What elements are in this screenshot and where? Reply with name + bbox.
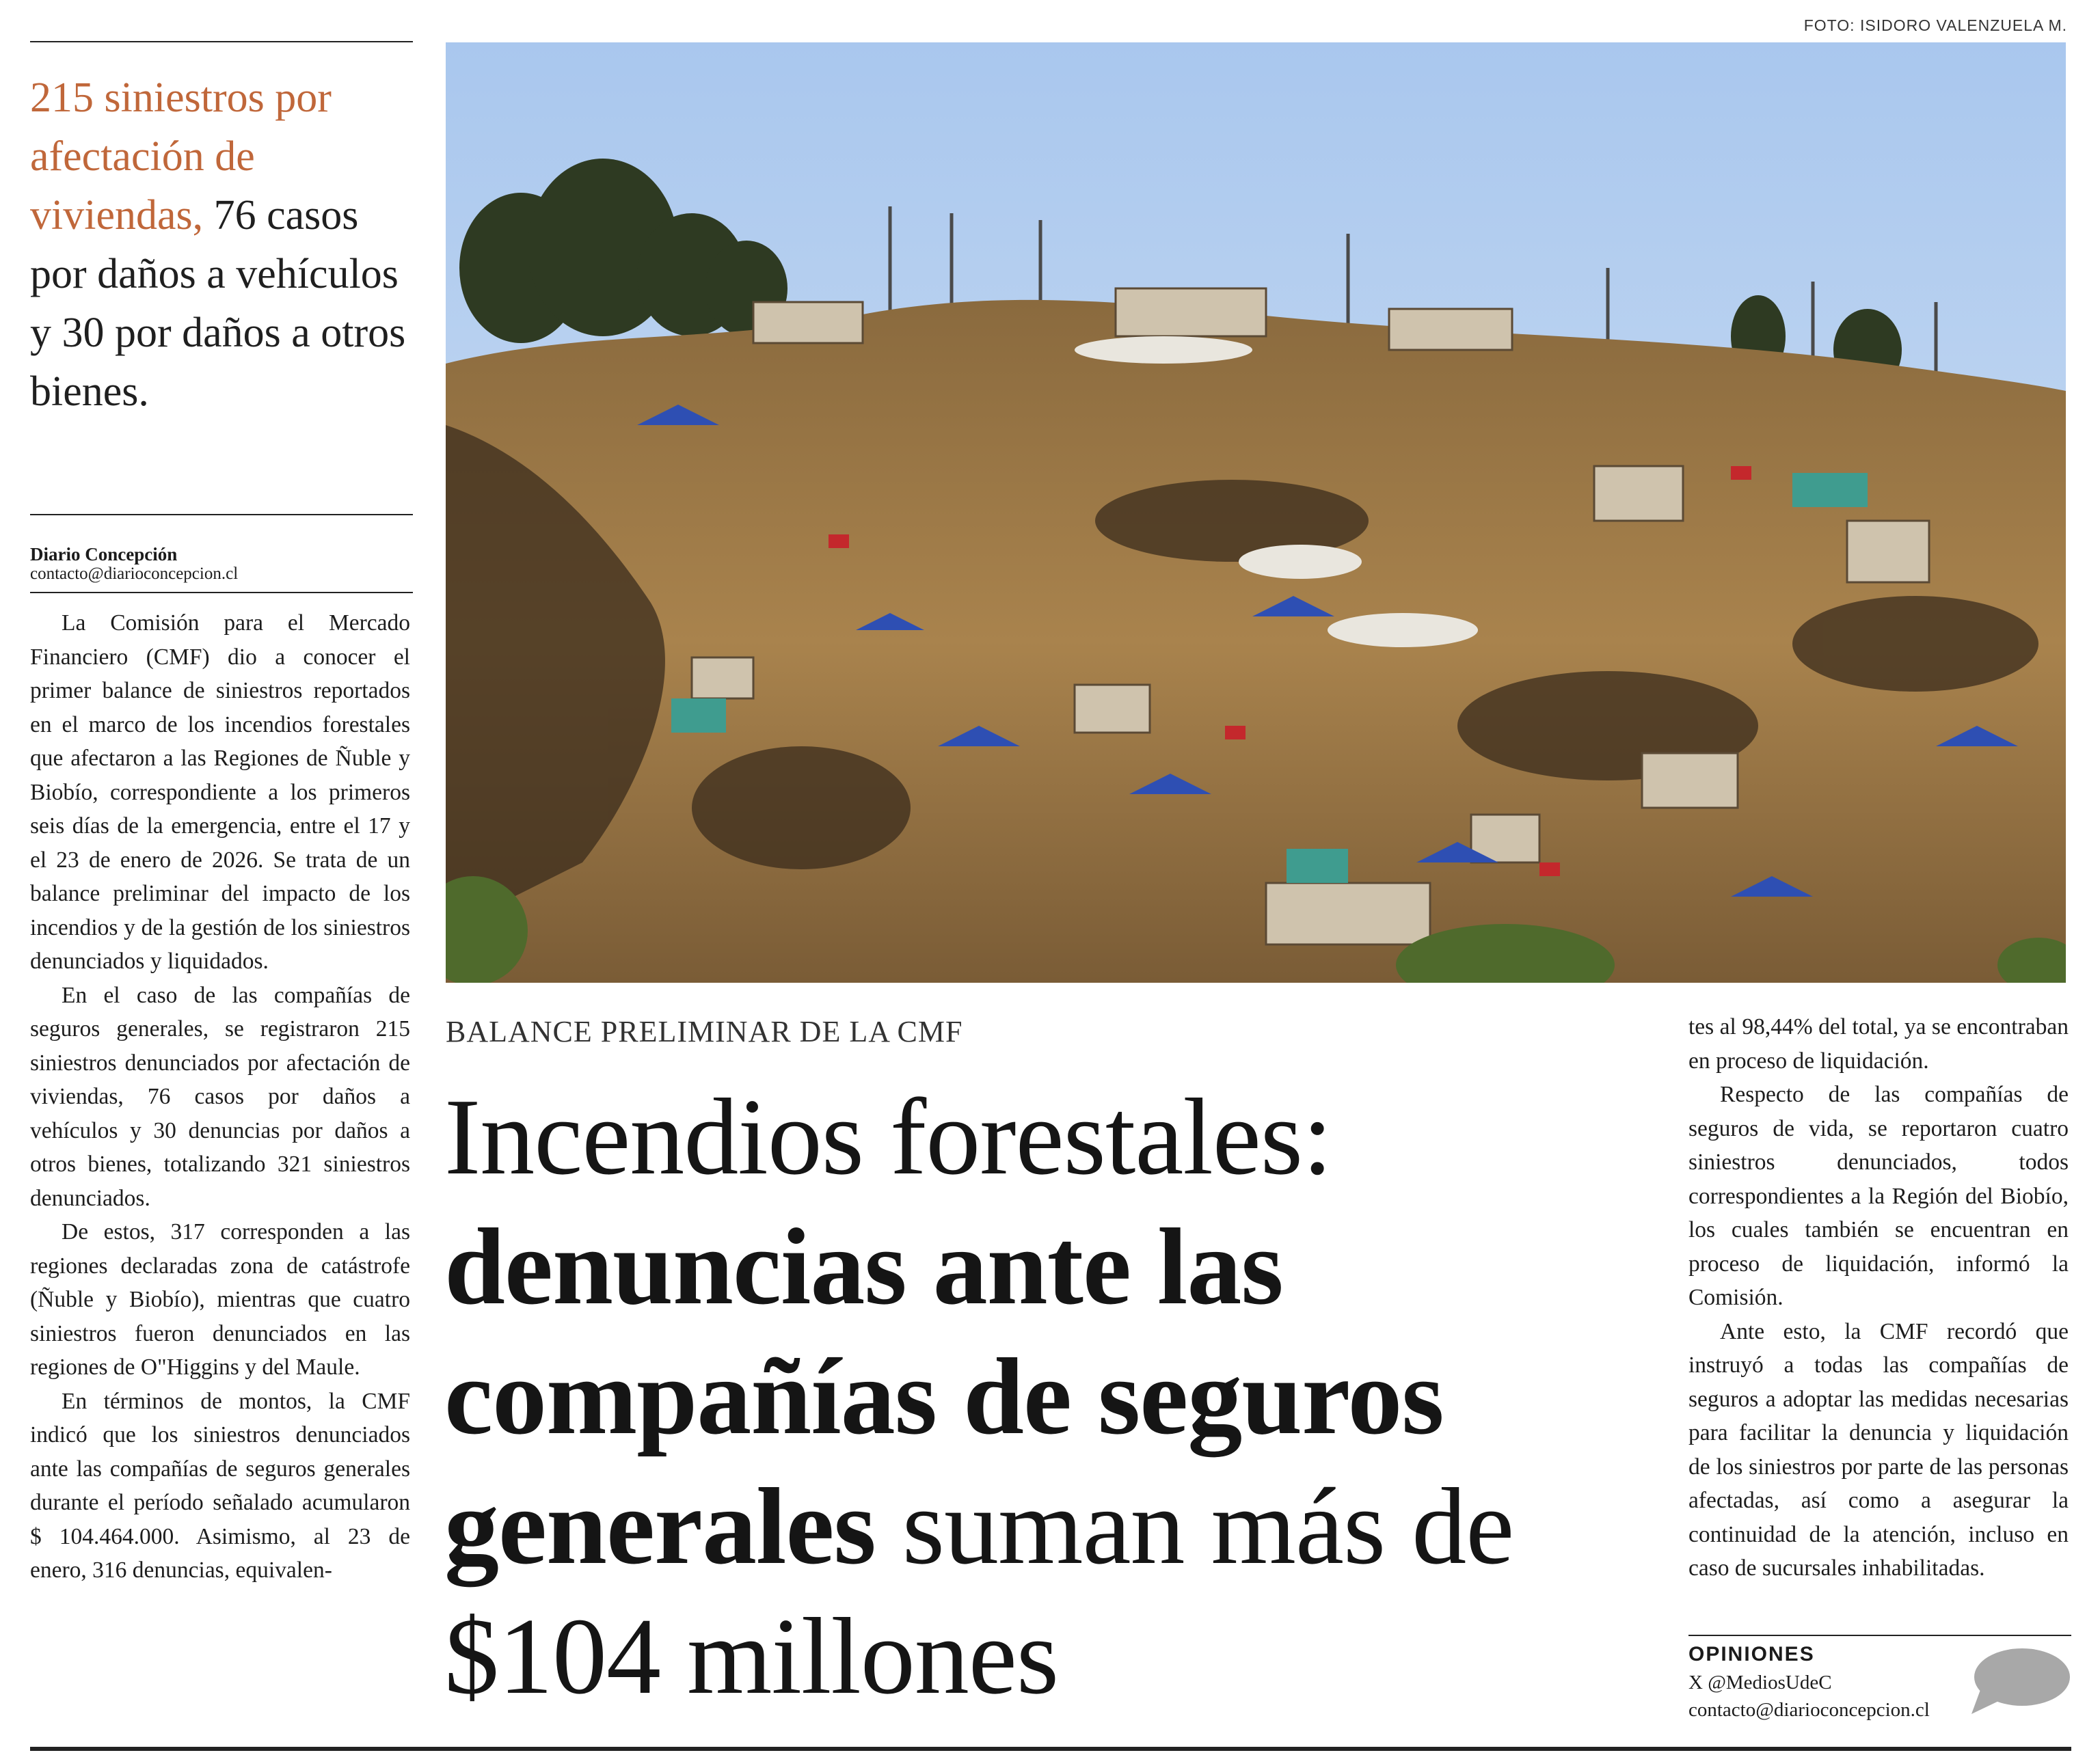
- paragraph: Respecto de las compañías de seguros de vida, se reportaron cuatro siniestros denunciados, todos correspondientes a la Región del Biobío, los cuales también se encuentran en proceso de liquidación, informó la Comisión.: [1688, 1082, 2069, 1310]
- paragraph: De estos, 317 corresponden a las regiones declaradas zona de catástrofe (Ñuble y Biobío), mientras que cuatro siniestros fueron denunciados en las regiones de O"Higgins y del Maule.: [30, 1219, 410, 1380]
- paragraph: La Comisión para el Mercado Financiero (CMF) dio a conocer el primer balance de siniestros reportados en el marco de los incendios forestales que afectaron a las Regiones de Ñuble y Biobío, correspondiente a los primeros seis días de la emergencia, entre el 17 y el 23 de enero de 2026. Se trata de un balance preliminar del impacto de los incendios y de la gestión de los siniestros denunciados y liquidados.: [30, 610, 410, 974]
- headline-light-2: suman más de $104 millones: [444, 1465, 1514, 1717]
- paragraph: tes al 98,44% del total, ya se encontraban en proceso de liquidación.: [1688, 1014, 2069, 1074]
- byline-rule: [30, 592, 413, 593]
- photo-illustration: [446, 42, 2066, 983]
- photo-credit: FOTO: ISIDORO VALENZUELA M.: [1803, 16, 2067, 34]
- article-body-left: [30, 606, 410, 1588]
- headline: [444, 1072, 1675, 1721]
- headline-light-1: Incendios forestales:: [444, 1076, 1332, 1197]
- paragraph: En el caso de las compañías de seguros generales, se registraron 215 siniestros denunciados por afectación de viviendas, 76 casos por daños a vehículos y 30 denuncias por daños a otros bienes, totalizando 321 siniestros denunciados.: [30, 982, 410, 1211]
- article-body-right: [1688, 1010, 2069, 1586]
- opinions-email: contacto@diarioconcepcion.cl: [1688, 1699, 1930, 1721]
- pull-quote-highlight: 215 siniestros por afectación de viviendas,: [30, 74, 332, 239]
- hillside-fire-photo: [446, 42, 2066, 983]
- opinions-title: OPINIONES: [1688, 1643, 1815, 1665]
- pull-quote-rule: [30, 514, 413, 515]
- pull-quote-rest: 76 casos por daños a vehículos y 30 por daños a otros bienes.: [30, 192, 406, 415]
- speech-bubble-icon: [1969, 1646, 2071, 1720]
- headline-bold: denuncias ante las compañías de seguros generales: [444, 1206, 1444, 1587]
- opinions-rule: [1688, 1635, 2071, 1636]
- pull-quote: [30, 68, 413, 421]
- byline-email: contacto@diarioconcepcion.cl: [30, 564, 239, 583]
- paragraph: En términos de montos, la CMF indicó que los siniestros denunciados ante las compañías de seguros generales durante el período señalado acumularon $ 104.464.000. Asimismo, al 23 de enero, 316 denuncias, equivalen-: [30, 1388, 410, 1583]
- paragraph: Ante esto, la CMF recordó que instruyó a todas las compañías de seguros a adoptar las medidas necesarias para facilitar la denuncia y liquidación de los siniestros por parte de las personas afectadas, así como a asegurar la continuidad de la atención, incluso en caso de sucursales inhabilitadas.: [1688, 1318, 2069, 1581]
- opinions-twitter: X @MediosUdeC: [1688, 1672, 1832, 1693]
- top-rule: [30, 41, 413, 42]
- kicker: BALANCE PRELIMINAR DE LA CMF: [446, 1015, 963, 1048]
- byline-name: Diario Concepción: [30, 544, 178, 564]
- bottom-rule: [30, 1747, 2071, 1751]
